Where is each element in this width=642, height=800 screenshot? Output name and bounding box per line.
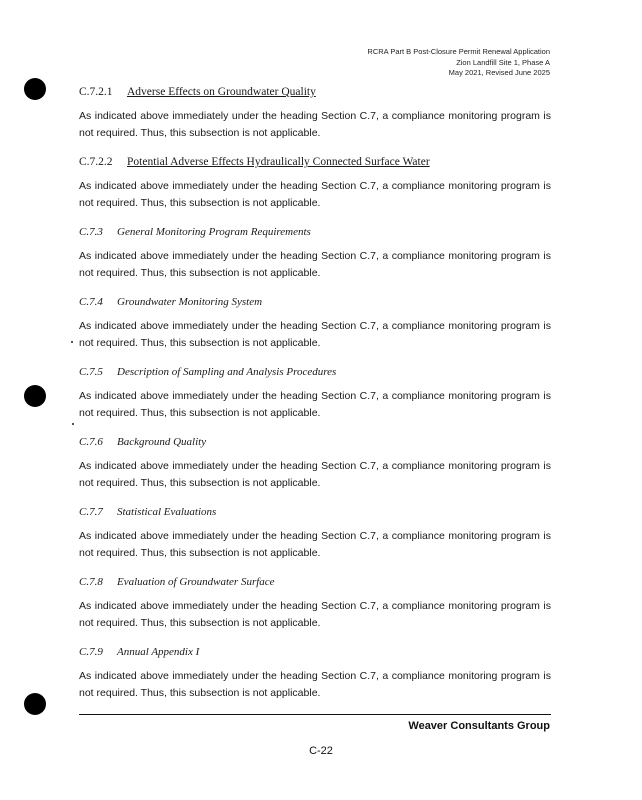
- section-heading: [79, 435, 551, 449]
- footer-company-name: Weaver Consultants Group: [408, 720, 550, 732]
- section-title: Evaluation of Groundwater Surface: [117, 576, 275, 588]
- scan-speck: [71, 341, 73, 343]
- document-body: [79, 85, 551, 715]
- section-heading: [79, 155, 551, 169]
- section-number: C.7.2.1: [79, 86, 113, 98]
- section-c-7-2-1: [79, 85, 551, 142]
- section-number: C.7.9: [79, 646, 103, 658]
- punch-hole-top: [24, 78, 46, 100]
- section-number: C.7.3: [79, 226, 103, 238]
- section-paragraph: As indicated above immediately under the heading Section C.7, a compliance monitoring program is not required. Thus, this subsection is not applicable.: [79, 180, 551, 209]
- footer-divider: [79, 714, 551, 715]
- section-paragraph: As indicated above immediately under the heading Section C.7, a compliance monitoring program is not required. Thus, this subsection is not applicable.: [79, 600, 551, 629]
- section-paragraph: As indicated above immediately under the heading Section C.7, a compliance monitoring program is not required. Thus, this subsection is not applicable.: [79, 670, 551, 699]
- section-heading: [79, 505, 551, 519]
- section-paragraph: As indicated above immediately under the heading Section C.7, a compliance monitoring program is not required. Thus, this subsection is not applicable.: [79, 250, 551, 279]
- section-paragraph: As indicated above immediately under the heading Section C.7, a compliance monitoring program is not required. Thus, this subsection is not applicable.: [79, 320, 551, 349]
- section-c-7-7: [79, 505, 551, 562]
- section-title: Adverse Effects on Groundwater Quality: [127, 86, 316, 98]
- section-c-7-8: [79, 575, 551, 632]
- section-title: Description of Sampling and Analysis Procedures: [117, 366, 337, 378]
- section-number: C.7.4: [79, 296, 103, 308]
- section-number: C.7.7: [79, 506, 103, 518]
- header-site-name: Zion Landfill Site 1, Phase A: [456, 57, 550, 67]
- section-heading: [79, 645, 551, 659]
- section-number: C.7.6: [79, 436, 103, 448]
- section-heading: [79, 295, 551, 309]
- section-heading: [79, 365, 551, 379]
- section-number: C.7.8: [79, 576, 103, 588]
- section-heading: [79, 85, 551, 99]
- header-date: May 2021, Revised June 2025: [448, 68, 550, 77]
- page-number: C-22: [309, 745, 333, 757]
- scan-speck: [72, 423, 74, 425]
- section-paragraph: As indicated above immediately under the heading Section C.7, a compliance monitoring program is not required. Thus, this subsection is not applicable.: [79, 390, 551, 419]
- section-title: Annual Appendix I: [117, 646, 200, 658]
- punch-hole-middle: [24, 385, 46, 407]
- section-title: Potential Adverse Effects Hydraulically Connected Surface Water: [127, 156, 430, 168]
- section-title: Background Quality: [117, 436, 207, 448]
- section-title: Statistical Evaluations: [117, 506, 217, 518]
- section-paragraph: As indicated above immediately under the heading Section C.7, a compliance monitoring program is not required. Thus, this subsection is not applicable.: [79, 530, 551, 559]
- section-number: C.7.5: [79, 366, 103, 378]
- section-c-7-4: [79, 295, 551, 352]
- section-paragraph: As indicated above immediately under the heading Section C.7, a compliance monitoring program is not required. Thus, this subsection is not applicable.: [79, 460, 551, 489]
- section-c-7-9: [79, 645, 551, 702]
- section-paragraph: As indicated above immediately under the heading Section C.7, a compliance monitoring program is not required. Thus, this subsection is not applicable.: [79, 110, 551, 139]
- section-title: General Monitoring Program Requirements: [117, 226, 311, 238]
- section-c-7-6: [79, 435, 551, 492]
- running-header: [367, 47, 550, 79]
- punch-hole-bottom: [24, 693, 46, 715]
- header-document-title: RCRA Part B Post-Closure Permit Renewal Application: [367, 47, 550, 56]
- section-c-7-2-2: [79, 155, 551, 212]
- section-c-7-3: [79, 225, 551, 282]
- section-number: C.7.2.2: [79, 156, 113, 168]
- section-title: Groundwater Monitoring System: [117, 296, 263, 308]
- section-heading: [79, 225, 551, 239]
- section-c-7-5: [79, 365, 551, 422]
- section-heading: [79, 575, 551, 589]
